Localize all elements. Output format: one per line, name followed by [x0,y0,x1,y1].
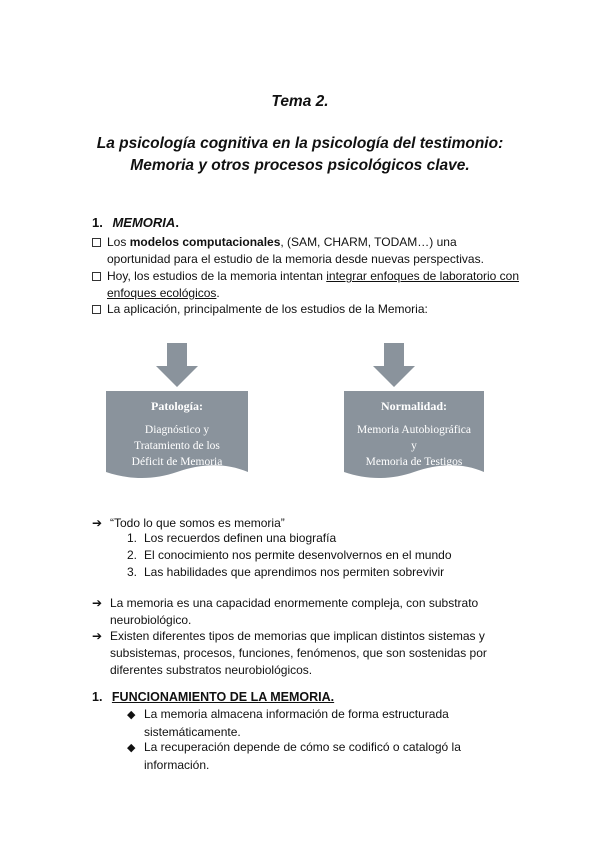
section2-bullet-1 [127,706,507,741]
list-text: El conocimiento nos permite desenvolvernos en el mundo [144,548,452,562]
list-number: 2. [127,548,138,562]
normality-header: Normalidad: [381,399,447,413]
section1-title: MEMORIA [112,215,176,230]
list-item [127,547,452,564]
list-text: Las habilidades que aprendimos nos permiten sobrevivir [144,565,445,579]
right-arrow-icon: ➔ [92,596,103,610]
arrow-point-text: La memoria es una capacidad enormemente compleja, con substrato [110,596,479,610]
bullet-bold-text: modelos computacionales [129,235,281,249]
arrow-point-text: subsistemas, procesos, funciones, fenómenos, que son sostenidas por [110,646,487,660]
bullet-underlined-text: integrar enfoques de laboratorio con [326,269,520,283]
normality-line: Memoria Autobiográfica [356,424,471,436]
document-title-line2: Memoria y otros procesos psicológicos clave. [130,157,470,174]
bullet-text: Hoy, los estudios de la memoria intentan [107,269,327,283]
bullet-text: La aplicación, principalmente de los estudios de la Memoria: [107,302,428,316]
pathology-box [106,398,248,470]
arrow-point-2 [92,628,522,679]
pathology-line: Tratamiento de los [134,440,220,452]
bullet-text: información. [144,758,210,772]
bullet-text: . [216,286,220,300]
bullet-text: La memoria almacena información de forma estructurada [144,707,449,721]
bullet-text: Los [107,235,130,249]
section1-number: 1. [92,215,103,230]
arrow-point-text: Existen diferentes tipos de memorias que implican distintos sistemas y [110,629,485,643]
normality-line: y [411,440,417,452]
list-number: 1. [127,531,138,545]
normality-line: Memoria de Testigos [365,456,463,468]
bullet-text-cont: oportunidad para el estudio de la memoria desde nuevas perspectivas. [107,252,484,266]
document-title-line1: La psicología cognitiva en la psicología del testimonio: [96,135,504,152]
pathology-line: Déficit de Memoria [131,456,223,468]
list-item [127,564,452,581]
normality-box [344,398,484,470]
section1-title-dot: . [175,215,179,230]
list-text: Los recuerdos definen una biografía [144,531,337,545]
right-arrow-icon: ➔ [92,629,103,643]
section2-number: 1. [92,690,103,704]
bullet-text: sistemáticamente. [144,725,241,739]
quote-text: “Todo lo que somos es memoria” [110,516,285,530]
document-tema: Tema 2. [271,93,329,110]
down-arrow-left-icon [156,343,198,387]
diamond-bullet-icon: ◆ [127,709,136,721]
bullet-text: La recuperación depende de cómo se codificó o catalogó la [144,740,461,754]
arrow-point-text: diferentes substratos neurobiológicos. [110,663,313,677]
section2-title: FUNCIONAMIENTO DE LA MEMORIA. [111,690,335,704]
quote-list [127,530,452,581]
arrow-point-1 [92,595,522,629]
section2-bullet-2 [127,739,507,774]
list-item [127,530,452,547]
right-arrow-icon: ➔ [92,516,103,530]
down-arrow-right-icon [373,343,415,387]
bullet-text: , (SAM, CHARM, TODAM…) una [280,235,457,249]
bullet-underlined-text: enfoques ecológicos [107,286,217,300]
pathology-header: Patología: [151,399,203,413]
section2-heading [92,690,334,704]
list-number: 3. [127,565,138,579]
arrow-point-text: neurobiológico. [110,613,192,627]
pathology-line: Diagnóstico y [144,424,210,436]
diamond-bullet-icon: ◆ [127,742,136,754]
